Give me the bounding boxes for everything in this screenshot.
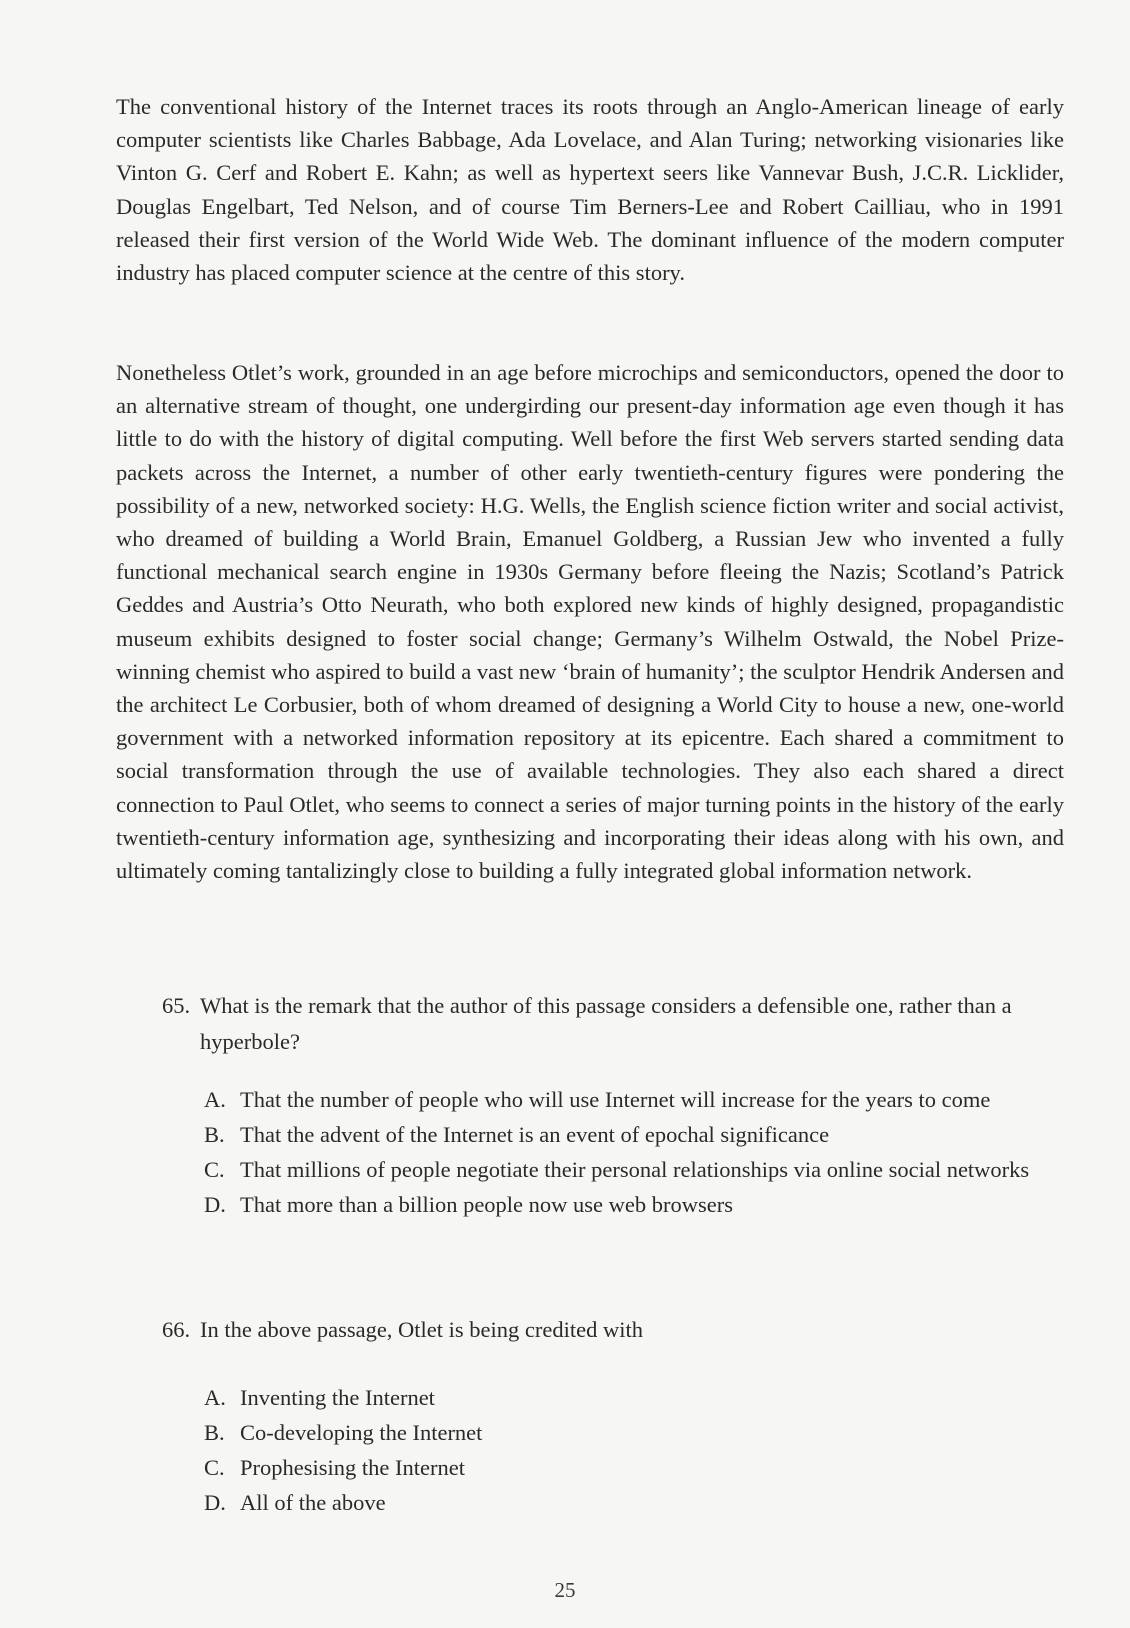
option-text: That the number of people who will use Internet will increase for the years to come xyxy=(240,1087,991,1112)
option-letter: A. xyxy=(204,1087,226,1112)
option-item xyxy=(204,1187,1072,1222)
option-text: Inventing the Internet xyxy=(240,1385,435,1410)
question-text: In the above passage, Otlet is being credited with xyxy=(200,1317,643,1342)
question-66 xyxy=(162,1312,1070,1348)
option-text: That the advent of the Internet is an event of epochal significance xyxy=(240,1122,830,1147)
page-number: 25 xyxy=(554,1578,576,1602)
option-text: Co-developing the Internet xyxy=(240,1420,483,1445)
question-65-options xyxy=(204,1082,1072,1222)
option-letter: B. xyxy=(204,1420,225,1445)
option-item xyxy=(204,1450,1072,1485)
option-letter: D. xyxy=(204,1192,226,1217)
option-item xyxy=(204,1415,1072,1450)
option-item xyxy=(204,1152,1072,1187)
option-text: That millions of people negotiate their personal relationships via online social networks xyxy=(240,1157,1030,1182)
passage-paragraph-2: Nonetheless Otlet’s work, grounded in an age before microchips and semiconductors, opened the door to an alternative stream of thought, one undergirding our present-day information age even though it has little to do with the history of digital computing. Well before the first Web servers started sending data packets across the Internet, a number of other early twentieth-century figures were pondering the possibility of a new, networked society: H.G. Wells, the English science fiction writer and social activist, who dreamed of building a World Brain, Emanuel Goldberg, a Russian Jew who invented a fully functional mechanical search engine in 1930s Germany before fleeing the Nazis; Scotland’s Patrick Geddes and Austria’s Otto Neurath, who both explored new kinds of highly designed, propagandistic museum exhibits designed to foster social change; Germany’s Wilhelm Ostwald, the Nobel Prize-winning chemist who aspired to build a vast new ‘brain of humanity’; the sculptor Hendrik Andersen and the architect Le Corbusier, both of whom dreamed of designing a World City to house a new, one-world government with a networked information repository at its epicentre. Each shared a commitment to social transformation through the use of available technologies. They also each shared a direct connection to Paul Otlet, who seems to connect a series of major turning points in the history of the early twentieth-century information age, synthesizing and incorporating their ideas along with his own, and ultimately coming tantalizingly close to building a fully integrated global information network. xyxy=(116,360,1064,884)
option-letter: C. xyxy=(204,1455,225,1480)
question-65 xyxy=(162,988,1070,1060)
passage-paragraph-1: The conventional history of the Internet traces its roots through an Anglo-American lineage of early computer scientists like Charles Babbage, Ada Lovelace, and Alan Turing; networking visionaries like Vinton G. Cerf and Robert E. Kahn; as well as hypertext seers like Vannevar Bush, J.C.R. Licklider, Douglas Engelbart, Ted Nelson, and of course Tim Berners-Lee and Robert Cailliau, who in 1991 released their first version of the World Wide Web. The dominant influence of the modern computer industry has placed computer science at the centre of this story. xyxy=(116,94,1064,286)
question-number: 65. xyxy=(162,993,191,1018)
option-item xyxy=(204,1082,1072,1117)
question-66-options xyxy=(204,1380,1072,1520)
option-text: All of the above xyxy=(240,1490,386,1515)
option-text: That more than a billion people now use web browsers xyxy=(240,1192,734,1217)
question-number: 66. xyxy=(162,1317,191,1342)
option-item xyxy=(204,1117,1072,1152)
question-text: What is the remark that the author of this passage considers a defensible one, rather than a hyperbole? xyxy=(200,993,1012,1054)
option-item xyxy=(204,1485,1072,1520)
option-letter: C. xyxy=(204,1157,225,1182)
option-item xyxy=(204,1380,1072,1415)
option-letter: A. xyxy=(204,1385,226,1410)
option-text: Prophesising the Internet xyxy=(240,1455,465,1480)
option-letter: D. xyxy=(204,1490,226,1515)
option-letter: B. xyxy=(204,1122,225,1147)
